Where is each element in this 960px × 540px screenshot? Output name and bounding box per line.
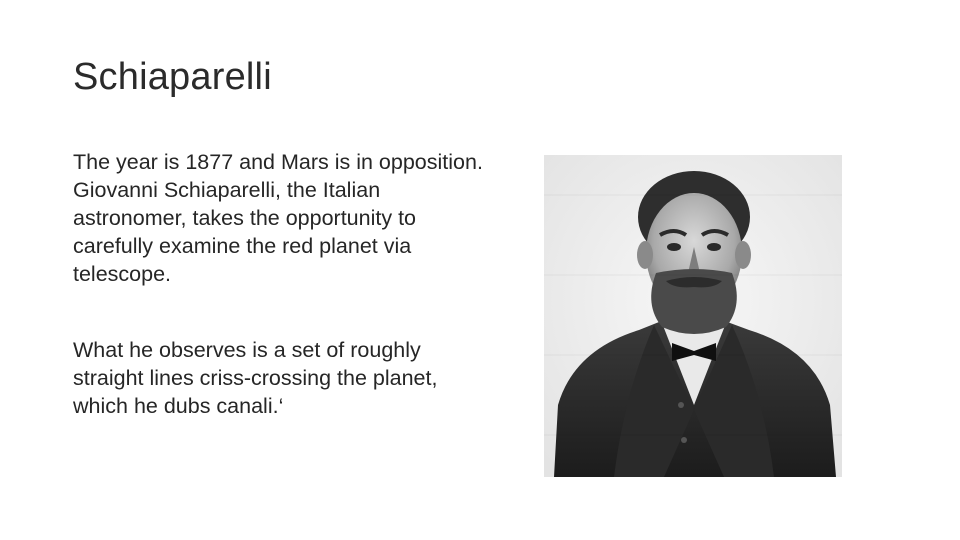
paragraph-1: The year is 1877 and Mars is in opposition. Giovanni Schiaparelli, the Italian astronomer, takes the opportunity to carefully examine the red planet via telescope. — [73, 150, 483, 286]
slide-body — [73, 148, 483, 468]
portrait-photo-icon — [544, 155, 842, 477]
paragraph-2: What he observes is a set of roughly straight lines criss-crossing the planet, which he dubs canali.‘ — [73, 338, 438, 418]
portrait-photo — [544, 155, 842, 477]
slide-title: Schiaparelli — [73, 56, 272, 98]
